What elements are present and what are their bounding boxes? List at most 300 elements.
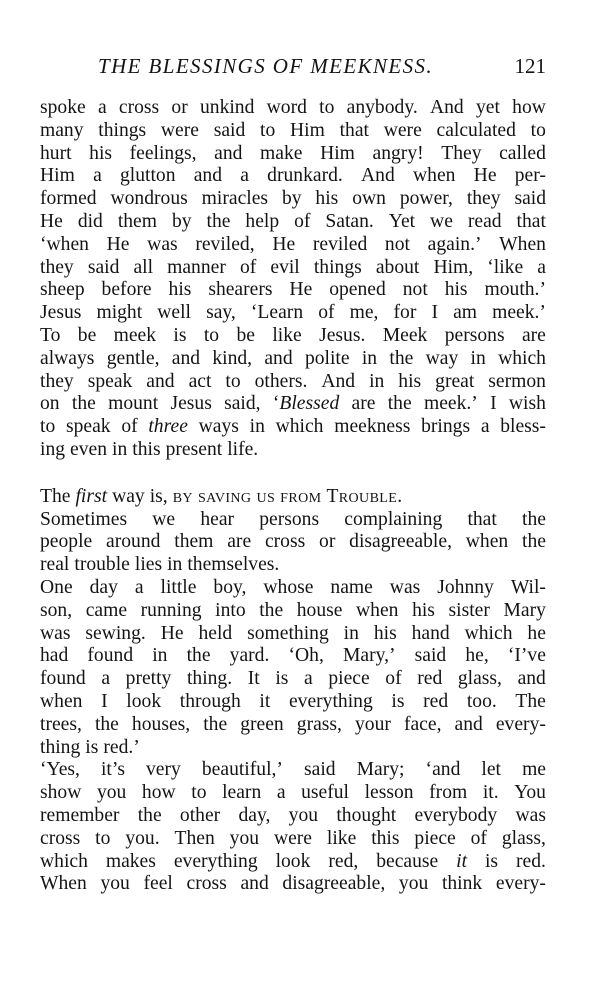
word: that (339, 119, 369, 141)
word: your (354, 713, 391, 735)
word: Satan. (325, 210, 374, 232)
word: act (188, 370, 212, 392)
word: a (480, 416, 490, 438)
word: feelings, (129, 142, 197, 164)
word: in (112, 438, 128, 460)
word: I (490, 393, 497, 415)
word: the (94, 713, 119, 735)
word: calculated (436, 119, 516, 141)
word: reviled (312, 233, 368, 255)
word: of (318, 302, 335, 324)
word: glutton (119, 165, 176, 187)
word: real (40, 554, 70, 576)
word: Jesus. (319, 324, 366, 346)
paragraph (40, 509, 546, 577)
word: trouble (74, 554, 130, 576)
word: the (137, 804, 162, 826)
word: hear (200, 508, 235, 530)
word: am (453, 302, 478, 324)
text-line (40, 828, 546, 851)
text-line (40, 165, 546, 188)
word: red. (516, 850, 546, 872)
text-line (40, 851, 546, 874)
text-line (40, 257, 546, 280)
paragraph (40, 97, 546, 462)
word: and (214, 142, 243, 164)
word: Sometimes (40, 508, 128, 530)
word: look (126, 690, 162, 712)
word: Him (290, 119, 325, 141)
word: formed (40, 188, 97, 210)
word: help (245, 210, 280, 232)
word: Him, (433, 256, 474, 278)
word: To (40, 324, 61, 346)
word: glass, (457, 668, 502, 690)
word: was (40, 622, 71, 644)
word: said (514, 188, 546, 210)
word: house (296, 599, 343, 621)
word: many (40, 119, 84, 141)
word: too. (466, 690, 497, 712)
word: always (40, 347, 95, 369)
word: from (429, 782, 468, 804)
word: I (101, 690, 108, 712)
word: meek.’ (423, 393, 478, 415)
word: think (441, 873, 483, 895)
word: Wil- (510, 576, 546, 598)
word: like (272, 324, 302, 346)
word: word (266, 97, 307, 118)
text-line (40, 623, 546, 646)
text-line (40, 645, 546, 668)
word: this (371, 827, 400, 849)
text-line (40, 279, 546, 302)
word: little (160, 576, 197, 598)
text-line (40, 668, 546, 691)
word: own (352, 188, 386, 210)
word: Johnny (437, 576, 494, 598)
word: through (179, 690, 241, 712)
word: his (373, 622, 397, 644)
word: speak (65, 416, 111, 438)
word: polite (304, 347, 350, 369)
word: lies (134, 554, 163, 576)
word: son, (40, 599, 73, 621)
word: pretty (125, 668, 172, 690)
word: everything (288, 690, 373, 712)
word: Yet (388, 210, 416, 232)
word: green (240, 713, 284, 735)
word: we (152, 508, 176, 530)
word: in (343, 622, 359, 644)
word: sermon (488, 370, 546, 392)
word: this (132, 438, 161, 460)
word: of (470, 827, 487, 849)
word: all (133, 256, 154, 278)
word: He (40, 210, 63, 232)
text-line (40, 531, 546, 554)
word: ways (198, 416, 239, 438)
word: When (40, 873, 87, 895)
word: things (98, 119, 147, 141)
word: You (514, 782, 546, 804)
word: And (321, 370, 356, 392)
word: let (481, 759, 502, 781)
word: whose (263, 576, 314, 598)
word: by (171, 210, 192, 232)
word: you (288, 804, 319, 826)
word: shearers (208, 279, 273, 301)
word: a (93, 165, 102, 187)
word: Him (320, 142, 355, 164)
word: red.’ (103, 736, 140, 758)
word: trees, (40, 713, 82, 735)
word: lesson (364, 782, 414, 804)
word: which (498, 347, 546, 369)
word: gentle, (106, 347, 160, 369)
word: He (473, 165, 497, 187)
word: every- (495, 713, 546, 735)
word: ‘Learn (250, 302, 304, 324)
word: things (313, 256, 362, 278)
paragraph (40, 759, 546, 896)
word: how (141, 782, 176, 804)
word: ing (40, 438, 66, 460)
word: thing (40, 736, 81, 758)
book-page (40, 52, 546, 896)
text-line (40, 371, 546, 394)
text-line (40, 416, 546, 439)
word: others. (254, 370, 308, 392)
word: and (146, 370, 175, 392)
word: And (361, 165, 395, 187)
word: He (272, 233, 296, 255)
word: be (236, 324, 255, 346)
word: day, (238, 804, 271, 826)
word: that (467, 508, 497, 530)
word: people (40, 531, 93, 553)
word: and (171, 347, 201, 369)
word: Mary,’ (342, 645, 396, 667)
word: sewing. (85, 622, 146, 644)
text-line (40, 805, 546, 828)
word: piece (328, 668, 370, 690)
word: did (77, 210, 103, 232)
word: said (87, 256, 120, 278)
word: to (40, 416, 56, 438)
word: was (515, 804, 546, 826)
word: the (522, 531, 546, 553)
word: anybody. (346, 97, 418, 118)
word: is (85, 736, 99, 758)
running-head: THE BLESSINGS OF MEEKNESS. (98, 54, 434, 78)
word: look (275, 850, 311, 872)
word: wish (508, 393, 546, 415)
word: his (89, 142, 113, 164)
word: ‘Yes, (40, 759, 80, 781)
word: were (273, 827, 313, 849)
word: persons (444, 324, 505, 346)
word: it (456, 850, 468, 872)
word: is (484, 850, 499, 872)
word: came (85, 599, 128, 621)
word: they (466, 188, 501, 210)
word: are (351, 393, 376, 415)
word: hurt (40, 142, 72, 164)
word: held (198, 622, 233, 644)
text-line (40, 348, 546, 371)
word: speak (87, 370, 133, 392)
word: them (174, 531, 214, 553)
word: around (106, 531, 161, 553)
word: found (87, 645, 134, 667)
text-line (40, 782, 546, 805)
section-break (40, 462, 546, 486)
word: ‘and (425, 759, 461, 781)
word: complaining (344, 508, 443, 530)
word: three (148, 416, 188, 438)
word: again.’ (427, 233, 482, 255)
word: to (95, 827, 111, 849)
word: face, (403, 713, 442, 735)
word: in (470, 347, 486, 369)
word: saving (197, 485, 252, 507)
text-line (40, 393, 546, 416)
word: his (315, 188, 339, 210)
word: in (249, 416, 265, 438)
word: every- (495, 873, 546, 895)
word: Him (40, 165, 75, 187)
word: Trouble. (326, 485, 403, 507)
word: present (165, 438, 223, 460)
word: When (499, 233, 546, 255)
word: in (361, 347, 378, 369)
word: They (441, 142, 482, 164)
word: a (276, 782, 286, 804)
word: remember (40, 804, 120, 826)
word: which (464, 622, 513, 644)
word: called (499, 142, 546, 164)
word: And (429, 97, 464, 118)
word: kind, (212, 347, 253, 369)
section-intro (40, 486, 546, 509)
word: and (454, 713, 483, 735)
word: were (160, 119, 199, 141)
word: evil (270, 256, 300, 278)
word: and (517, 668, 546, 690)
word: me, (349, 302, 379, 324)
text-line (40, 873, 546, 896)
word: it. (482, 782, 499, 804)
word: on (40, 393, 60, 415)
text-line (40, 600, 546, 623)
text-line (40, 234, 546, 257)
word: first (75, 485, 108, 507)
text-line (40, 97, 546, 120)
word: He (106, 233, 130, 255)
word: you. (125, 827, 160, 849)
page-header (40, 52, 546, 86)
word: like (326, 827, 357, 849)
word: say, (206, 302, 236, 324)
word: the (186, 645, 211, 667)
word: boy, (213, 576, 247, 598)
word: were (383, 119, 422, 141)
word: a (134, 576, 144, 598)
word: for (393, 302, 417, 324)
paragraph (40, 577, 546, 759)
word: bless- (500, 416, 546, 438)
word: disagreeable, (282, 873, 386, 895)
word: Jesus (170, 393, 212, 415)
word: you (229, 827, 260, 849)
word: is, (149, 485, 168, 507)
word: red (417, 668, 443, 690)
word: to (203, 324, 220, 346)
word: are (521, 324, 546, 346)
word: said (213, 119, 246, 141)
word: a (240, 165, 249, 187)
text-line (40, 759, 546, 782)
word: might (96, 302, 143, 324)
text-line (40, 737, 546, 760)
word: said, (224, 393, 261, 415)
word: thing. (186, 668, 233, 690)
word: to (225, 370, 241, 392)
word: mouth.’ (484, 279, 546, 301)
word: his (398, 370, 422, 392)
word: red, (328, 850, 359, 872)
word: we (430, 210, 453, 232)
word: show (40, 782, 82, 804)
text-line (40, 120, 546, 143)
word: ‘like (487, 256, 524, 278)
word: of (121, 416, 138, 438)
word: everything (173, 850, 258, 872)
word: even (70, 438, 108, 460)
word: Meek (382, 324, 428, 346)
word: ‘I’ve (507, 645, 546, 667)
word: wondrous (110, 188, 188, 210)
word: cross (40, 827, 81, 849)
word: The (515, 690, 546, 712)
word: reviled, (195, 233, 255, 255)
word: found (40, 668, 86, 690)
word: and (264, 347, 293, 369)
word: said (304, 759, 336, 781)
word: a (304, 668, 313, 690)
word: mount (108, 393, 159, 415)
word: spoke (40, 97, 86, 118)
word: meek (113, 324, 157, 346)
word: was (389, 576, 421, 598)
word: into (215, 599, 246, 621)
word: He (160, 622, 184, 644)
word: very (146, 759, 181, 781)
word: and (240, 873, 269, 895)
word: disagreeable, (349, 531, 452, 553)
page-number: 121 (514, 54, 546, 78)
word: makes (105, 850, 156, 872)
word: The (40, 485, 71, 507)
word: useful (301, 782, 349, 804)
word: meek.’ (492, 302, 546, 324)
word: It (247, 668, 260, 690)
word: way (112, 485, 145, 507)
word: Then (174, 827, 215, 849)
word: which (40, 850, 88, 872)
word: be (77, 324, 97, 346)
word: about (375, 256, 420, 278)
word: or (319, 531, 336, 553)
word: us (256, 485, 276, 507)
text-line (40, 691, 546, 714)
word: read (467, 210, 502, 232)
word: the (389, 347, 414, 369)
word: a (97, 97, 107, 118)
word: per- (514, 165, 546, 187)
word: his (168, 279, 192, 301)
word: when (413, 165, 456, 187)
word: by (172, 485, 193, 507)
word: is (173, 324, 187, 346)
text-line (40, 302, 546, 325)
word: themselves. (187, 554, 280, 576)
word: they (40, 370, 74, 392)
word: great (435, 370, 475, 392)
text-line (40, 714, 546, 737)
word: not (384, 233, 410, 255)
word: to (260, 119, 276, 141)
word: ‘Blessed (272, 393, 340, 415)
word: by (281, 188, 302, 210)
word: manner (167, 256, 226, 278)
body-text (40, 97, 546, 896)
word: of (294, 210, 311, 232)
word: angry! (372, 142, 424, 164)
word: piece (414, 827, 456, 849)
word: in (152, 645, 168, 667)
word: red (423, 690, 449, 712)
word: his (412, 599, 435, 621)
word: that (516, 210, 546, 232)
word: grass, (296, 713, 342, 735)
word: the (71, 393, 96, 415)
text-line (40, 509, 546, 532)
word: cross (118, 97, 160, 118)
text-line (40, 143, 546, 166)
word: he (527, 622, 546, 644)
word: when (356, 599, 399, 621)
word: how (512, 97, 546, 118)
word: unkind (199, 97, 255, 118)
word: beautiful,’ (201, 759, 283, 781)
word: to (191, 782, 207, 804)
word: hand (411, 622, 450, 644)
text-line (40, 554, 546, 577)
word: before (101, 279, 152, 301)
word: are (227, 531, 252, 553)
word: or (171, 97, 188, 118)
word: Mary (503, 599, 546, 621)
word: One (40, 576, 73, 598)
word: not (402, 279, 428, 301)
text-line (40, 325, 546, 348)
word: you (100, 873, 130, 895)
word: cross (264, 531, 306, 553)
word: I (431, 302, 438, 324)
word: to (530, 119, 546, 141)
